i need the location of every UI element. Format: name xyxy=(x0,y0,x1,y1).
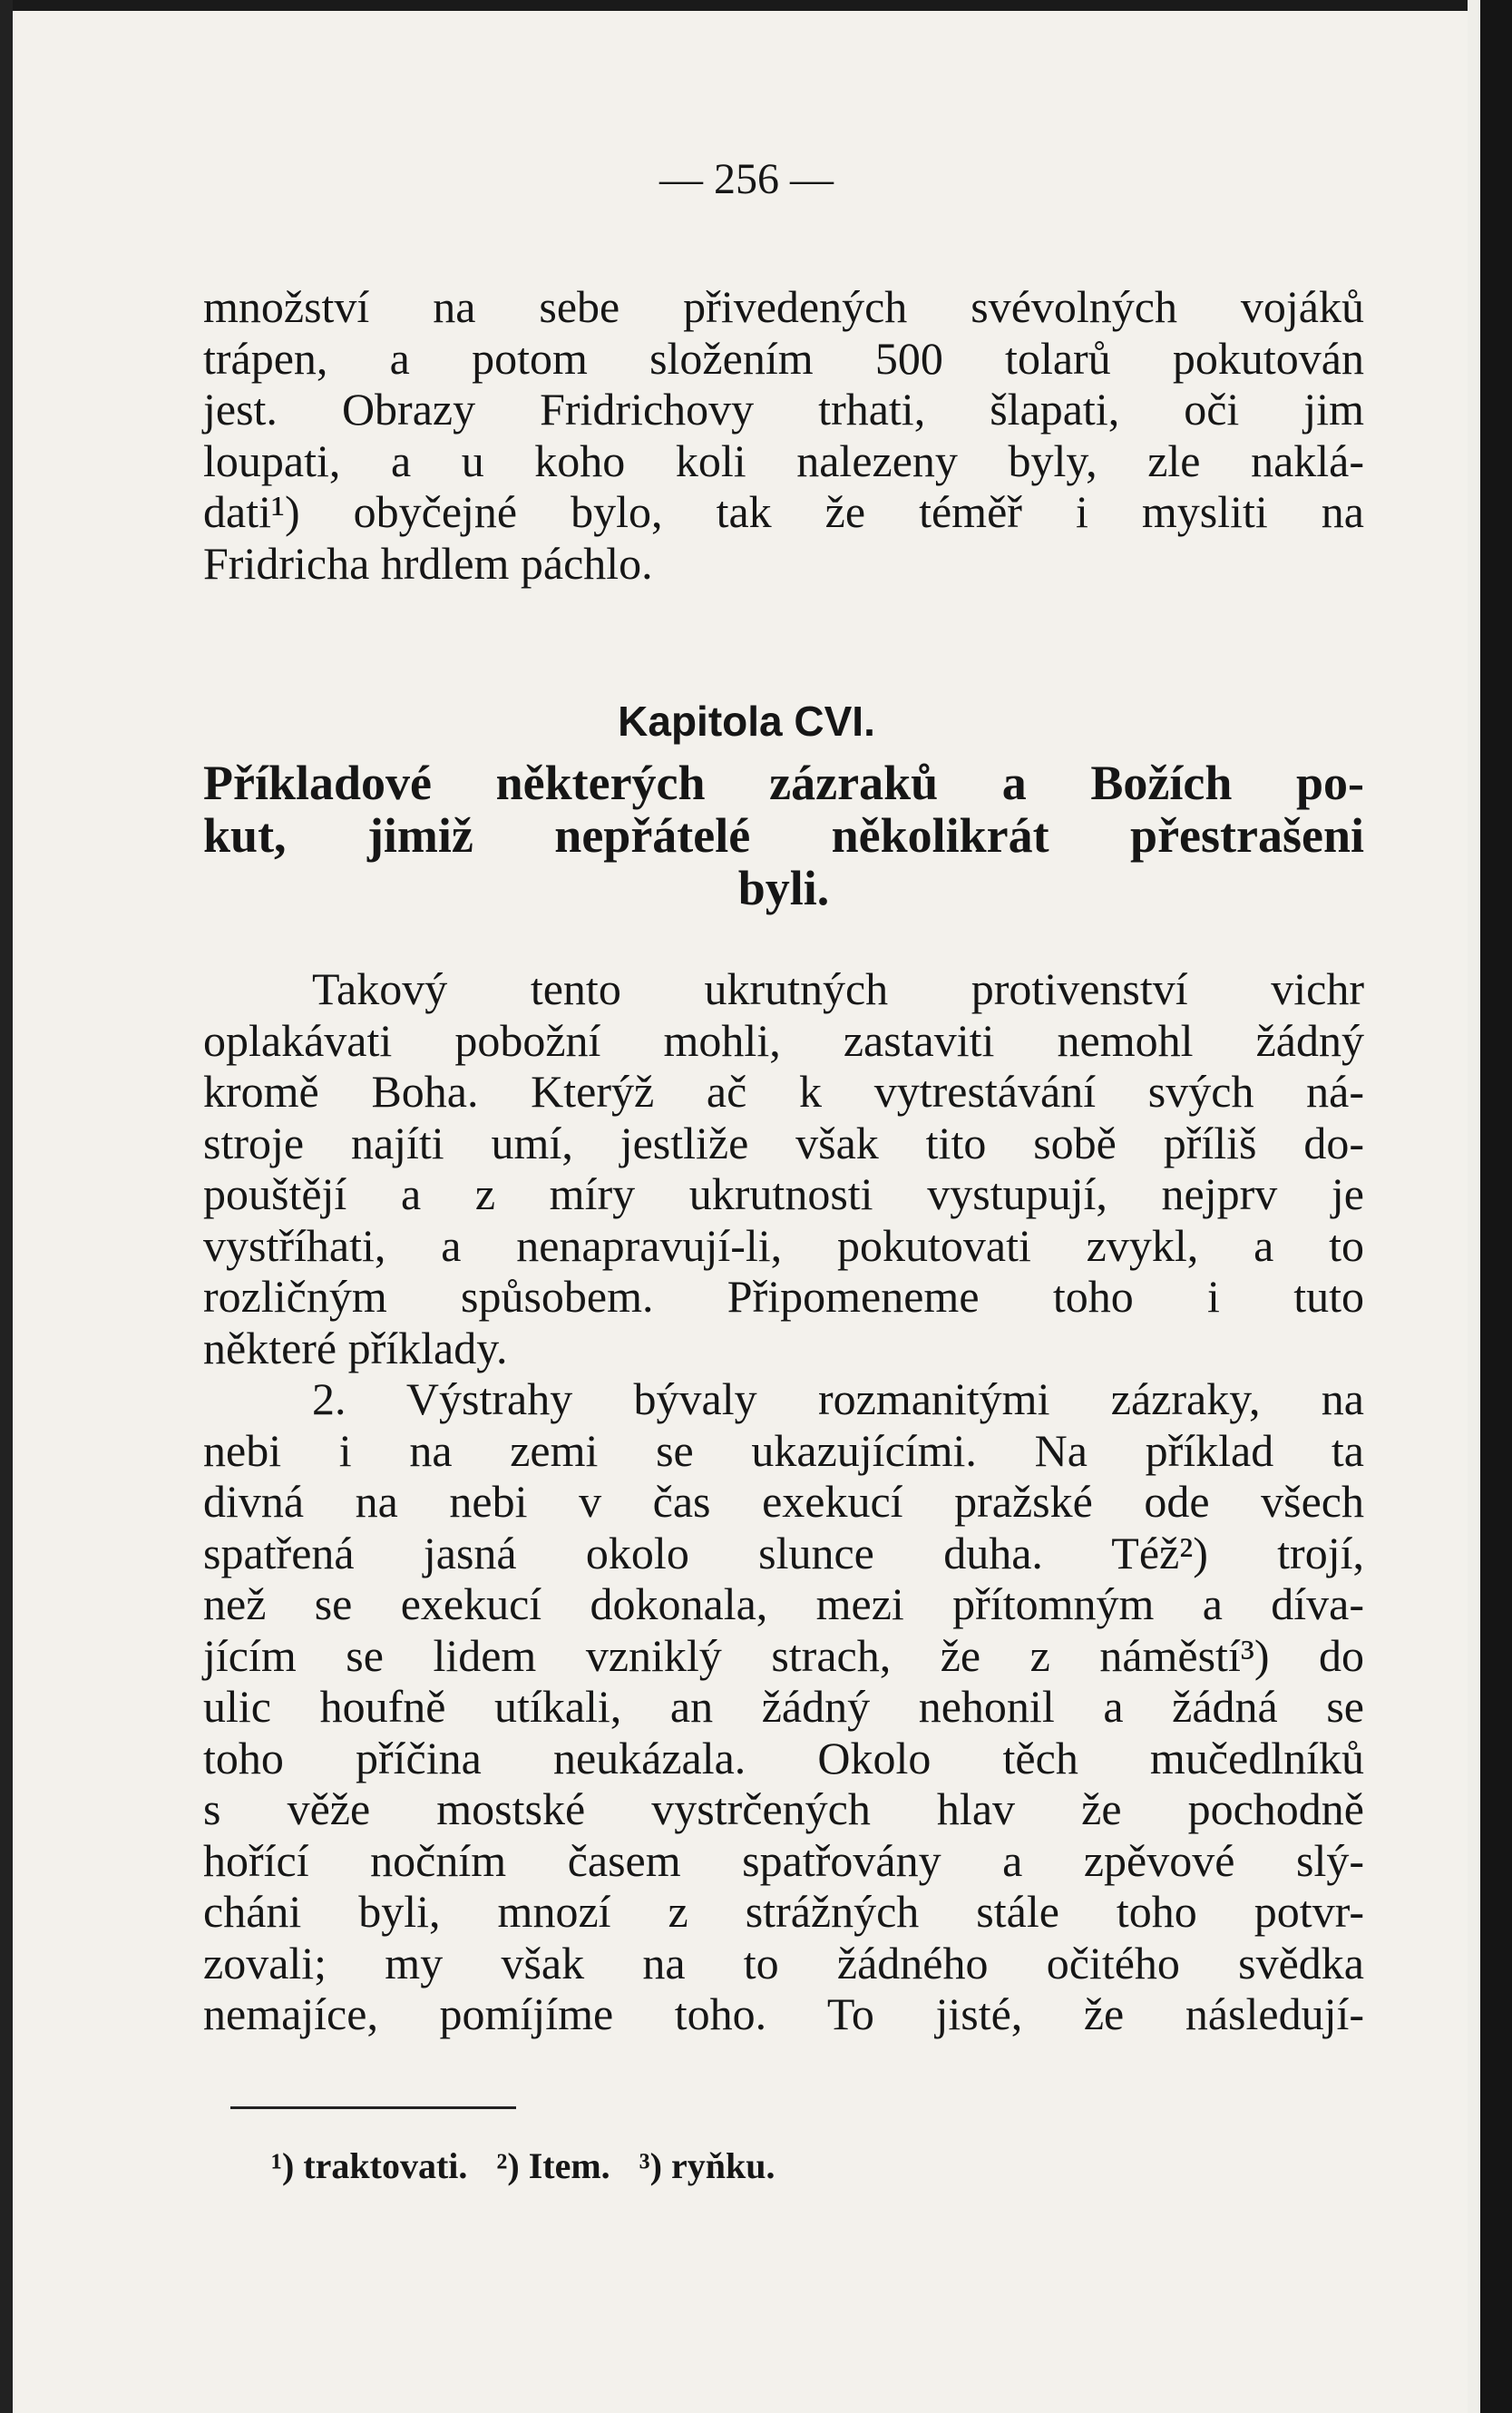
text-line: jest. Obrazy Fridrichovy trhati, šlapati, oči jim xyxy=(203,384,1364,435)
footnote-rule xyxy=(230,2106,516,2109)
para1 xyxy=(203,281,1364,589)
text-line: dati¹) obyčejné bylo, tak že téměř i mysliti na xyxy=(203,486,1364,537)
text-line: jícím se lidem vzniklý strach, že z náměstí³) do xyxy=(203,1629,1364,1681)
text-line: divná na nebi v čas exekucí pražské ode všech xyxy=(203,1476,1364,1527)
text-line: cháni byli, mnozí z strážných stále toho potvr- xyxy=(203,1886,1364,1937)
scan-border-right xyxy=(1480,0,1512,2413)
text-line: stroje najíti umí, jestliže však tito sobě příliš do- xyxy=(203,1117,1364,1168)
text-line: spatřená jasná okolo slunce duha. Též²) trojí, xyxy=(203,1527,1364,1578)
page-number: — 256 — xyxy=(659,155,834,203)
text-line: loupati, a u koho koli nalezeny byly, zle naklá- xyxy=(203,435,1364,486)
text-line: zovali; my však na to žádného očitého svědka xyxy=(203,1937,1364,1988)
paragraph-intro xyxy=(203,963,1364,1373)
text-line: rozličným spůsobem. Připomeneme toho i tuto xyxy=(203,1271,1364,1322)
text-line: kromě Boha. Kterýž ač k vytrestávání svých ná- xyxy=(203,1066,1364,1117)
footnote-2: ²) Item. xyxy=(496,2145,610,2186)
footnote-3: ³) ryňku. xyxy=(639,2145,776,2186)
para3 xyxy=(203,1373,1364,2040)
text-line: pouštějí a z míry ukrutnosti vystupují, nejprv je xyxy=(203,1168,1364,1219)
text-line: trápen, a potom složením 500 tolarů pokutován xyxy=(203,332,1364,384)
text-line: než se exekucí dokonala, mezi přítomným a díva- xyxy=(203,1578,1364,1629)
text-line: ulic houfně utíkali, an žádný nehonil a žádná se xyxy=(203,1681,1364,1732)
text-line: některé příklady. xyxy=(203,1322,508,1373)
chapter-title xyxy=(203,757,1364,914)
title-line: byli. xyxy=(737,861,830,915)
text-line: 2. Výstrahy bývaly rozmanitými zázraky, na xyxy=(312,1373,1364,1424)
text-line: s věže mostské vystrčených hlav že pochodně xyxy=(203,1783,1364,1834)
title-line: Příkladové některých zázraků a Božích po- xyxy=(203,756,1364,810)
chapter-label: Kapitola CVI. xyxy=(618,698,875,745)
text-line: nebi i na zemi se ukazujícími. Na příklad ta xyxy=(203,1424,1364,1476)
footnote-1: ¹) traktovati. xyxy=(271,2145,468,2186)
text-line: nemajíce, pomíjíme toho. To jisté, že následují- xyxy=(203,1988,1364,2039)
text-line: množství na sebe přivedených svévolných vojáků xyxy=(203,281,1364,332)
scan-border-left xyxy=(0,0,13,2413)
book-page xyxy=(13,11,1480,2413)
paragraph-continuation xyxy=(203,281,1364,589)
text-line: Fridricha hrdlem páchlo. xyxy=(203,537,653,589)
paragraph-two xyxy=(203,1373,1364,2040)
text-line: toho příčina neukázala. Okolo těch mučedlníků xyxy=(203,1732,1364,1783)
text-line: vystříhati, a nenapravují-li, pokutovati zvykl, a to xyxy=(203,1219,1364,1271)
text-line: Takový tento ukrutných protivenství vichr xyxy=(312,963,1364,1014)
scan-strip xyxy=(1468,0,1480,2413)
para2 xyxy=(203,963,1364,1373)
title-line: kut, jimiž nepřátelé několikrát přestrašeni xyxy=(203,808,1364,863)
text-line: hořící nočním časem spatřovány a zpěvové slý- xyxy=(203,1834,1364,1886)
footnotes xyxy=(271,2144,795,2187)
text-line: oplakávati pobožní mohli, zastaviti nemohl žádný xyxy=(203,1014,1364,1066)
